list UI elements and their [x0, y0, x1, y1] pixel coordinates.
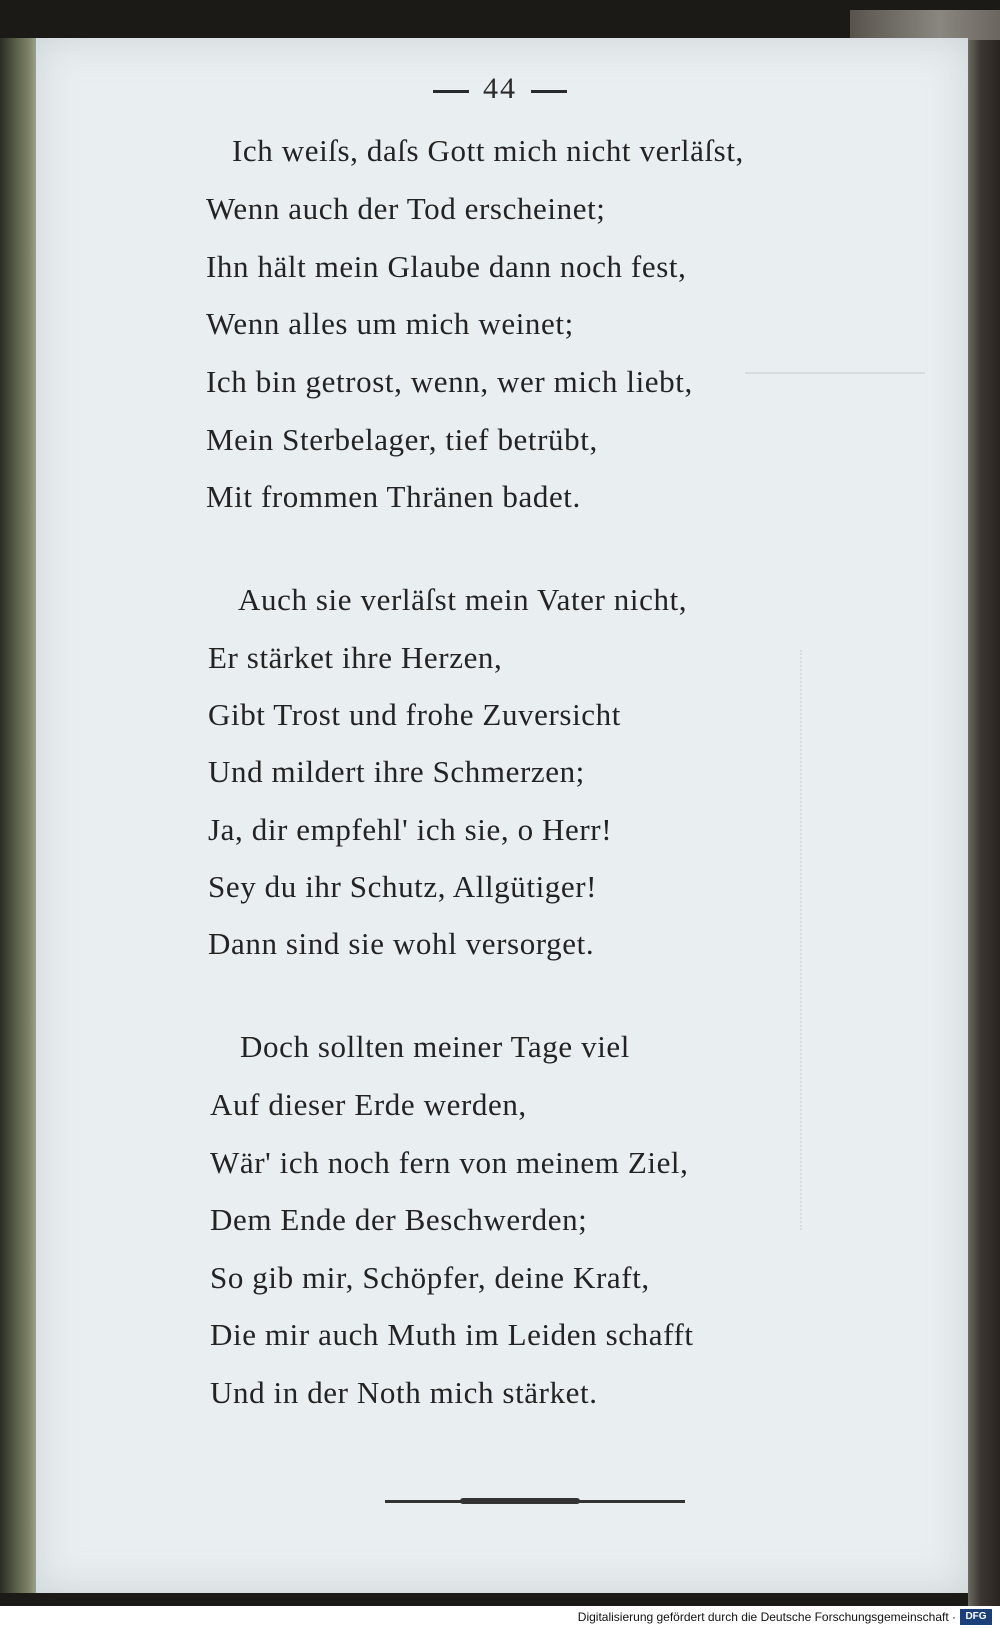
- folio-dash-right: [531, 90, 567, 93]
- end-rule-ornament: [460, 1498, 580, 1504]
- poem-line: Wenn alles um mich weinet;: [206, 306, 574, 341]
- poem-line: Doch sollten meiner Tage viel: [240, 1029, 630, 1064]
- poem-line: Mein Sterbelager, tief betrübt,: [206, 422, 598, 457]
- poem-line: Ihn hält mein Glaube dann noch fest,: [206, 249, 687, 284]
- poem-line: Ja, dir empfehl' ich sie, o Herr!: [208, 812, 613, 847]
- poem-line: Und mildert ihre Schmerzen;: [208, 754, 585, 789]
- poem-line: Sey du ihr Schutz, Allgütiger!: [208, 869, 598, 904]
- poem-line: Wenn auch der Tod erscheinet;: [206, 191, 606, 226]
- book-edge-left: [0, 38, 36, 1593]
- poem-line: So gib mir, Schöpfer, deine Kraft,: [210, 1260, 650, 1295]
- poem-line: Ich bin getrost, wenn, wer mich liebt,: [206, 364, 693, 399]
- book-corner: [850, 10, 1000, 40]
- poem-line: Und in der Noth mich stärket.: [210, 1375, 598, 1410]
- poem-line: Auch sie verläſst mein Vater nicht,: [238, 582, 688, 617]
- poem-line: Ich weiſs, daſs Gott mich nicht verläſst,: [232, 133, 744, 168]
- page-number-text: 44: [483, 72, 517, 105]
- poem-line: Dem Ende der Beschwerden;: [210, 1202, 588, 1237]
- poem-line: Er stärket ihre Herzen,: [208, 640, 503, 675]
- funding-note: Digitalisierung gefördert durch die Deutsche Forschungsgemeinschaft ·: [577, 1610, 956, 1624]
- dfg-logo[interactable]: DFG: [960, 1609, 992, 1625]
- folio-dash-left: [433, 90, 469, 93]
- poem-line: Wär' ich noch fern von meinem Ziel,: [210, 1145, 689, 1180]
- poem-line: Auf dieser Erde werden,: [210, 1087, 527, 1122]
- poem-line: Mit frommen Thränen badet.: [206, 479, 581, 514]
- poem-line: Dann sind sie wohl versorget.: [208, 926, 595, 961]
- poem-line: Gibt Trost und frohe Zuversicht: [208, 697, 621, 732]
- page-number: [0, 72, 1000, 106]
- footer-bar: [0, 1606, 1000, 1629]
- book-edge-right: [968, 10, 1000, 1610]
- show-through-text: [760, 650, 802, 1230]
- show-through-heading: [745, 338, 925, 374]
- poem-line: Die mir auch Muth im Leiden schafft: [210, 1317, 694, 1352]
